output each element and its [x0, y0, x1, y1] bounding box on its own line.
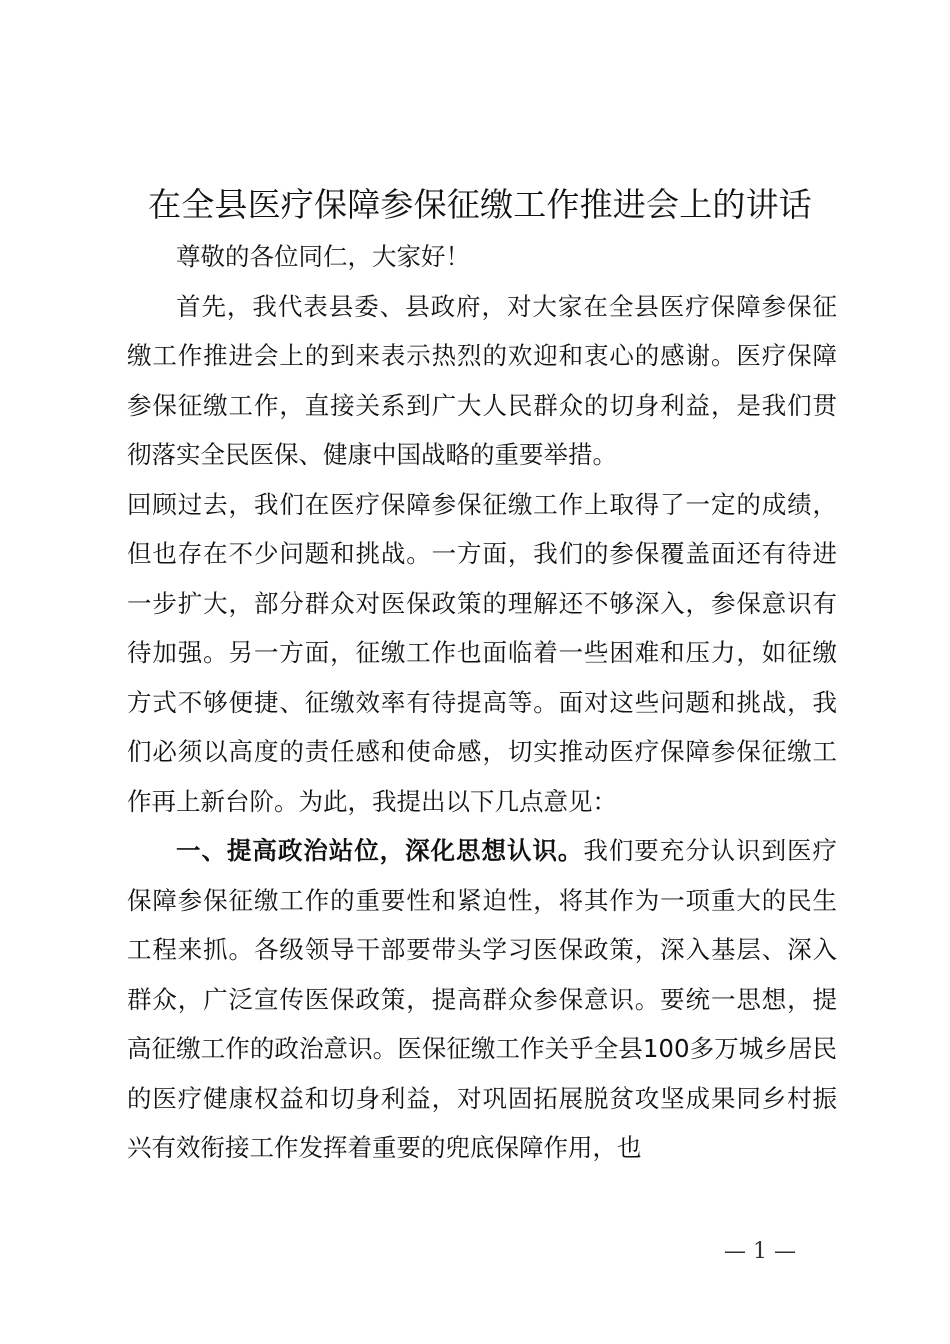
- page-number: — 1 —: [724, 1239, 796, 1264]
- point-one-paragraph: [127, 826, 837, 1173]
- point-one-body: 我们要充分认识到医疗保障参保征缴工作的重要性和紧迫性，将其作为一项重大的民生工程来抓。各级领导干部要带头学习医保政策，深入基层、深入群众，广泛宣传医保政策，提高群众参保意识。要统一思想，提高征缴工作的政治意识。医保征缴工作关乎全县100多万城乡居民的医疗健康权益和切身利益，对巩固拓展脱贫攻坚成果同乡村振兴有效衔接工作发挥着重要的兜底保障作用，也: [127, 836, 837, 1162]
- review-paragraph: 回顾过去，我们在医疗保障参保征缴工作上取得了一定的成绩，但也存在不少问题和挑战。一方面，我们的参保覆盖面还有待进一步扩大，部分群众对医保政策的理解还不够深入，参保意识有待加强。另一方面，征缴工作也面临着一些困难和压力，如征缴方式不够便捷、征缴效率有待提高等。面对这些问题和挑战，我们必须以高度的责任感和使命感，切实推动医疗保障参保征缴工作再上新台阶。为此，我提出以下几点意见：: [127, 489, 837, 816]
- document-title: 在全县医疗保障参保征缴工作推进会上的讲话: [148, 185, 812, 224]
- greeting-paragraph: 尊敬的各位同仁，大家好！: [176, 242, 470, 271]
- point-one-heading: 一、提高政治站位，深化思想认识。: [176, 836, 584, 865]
- intro-paragraph: 首先，我代表县委、县政府，对大家在全县医疗保障参保征缴工作推进会上的到来表示热烈的欢迎和衷心的感谢。医疗保障参保征缴工作，直接关系到广大人民群众的切身利益，是我们贯彻落实全民医保、健康中国战略的重要举措。: [127, 291, 837, 469]
- document-body: [127, 232, 837, 1173]
